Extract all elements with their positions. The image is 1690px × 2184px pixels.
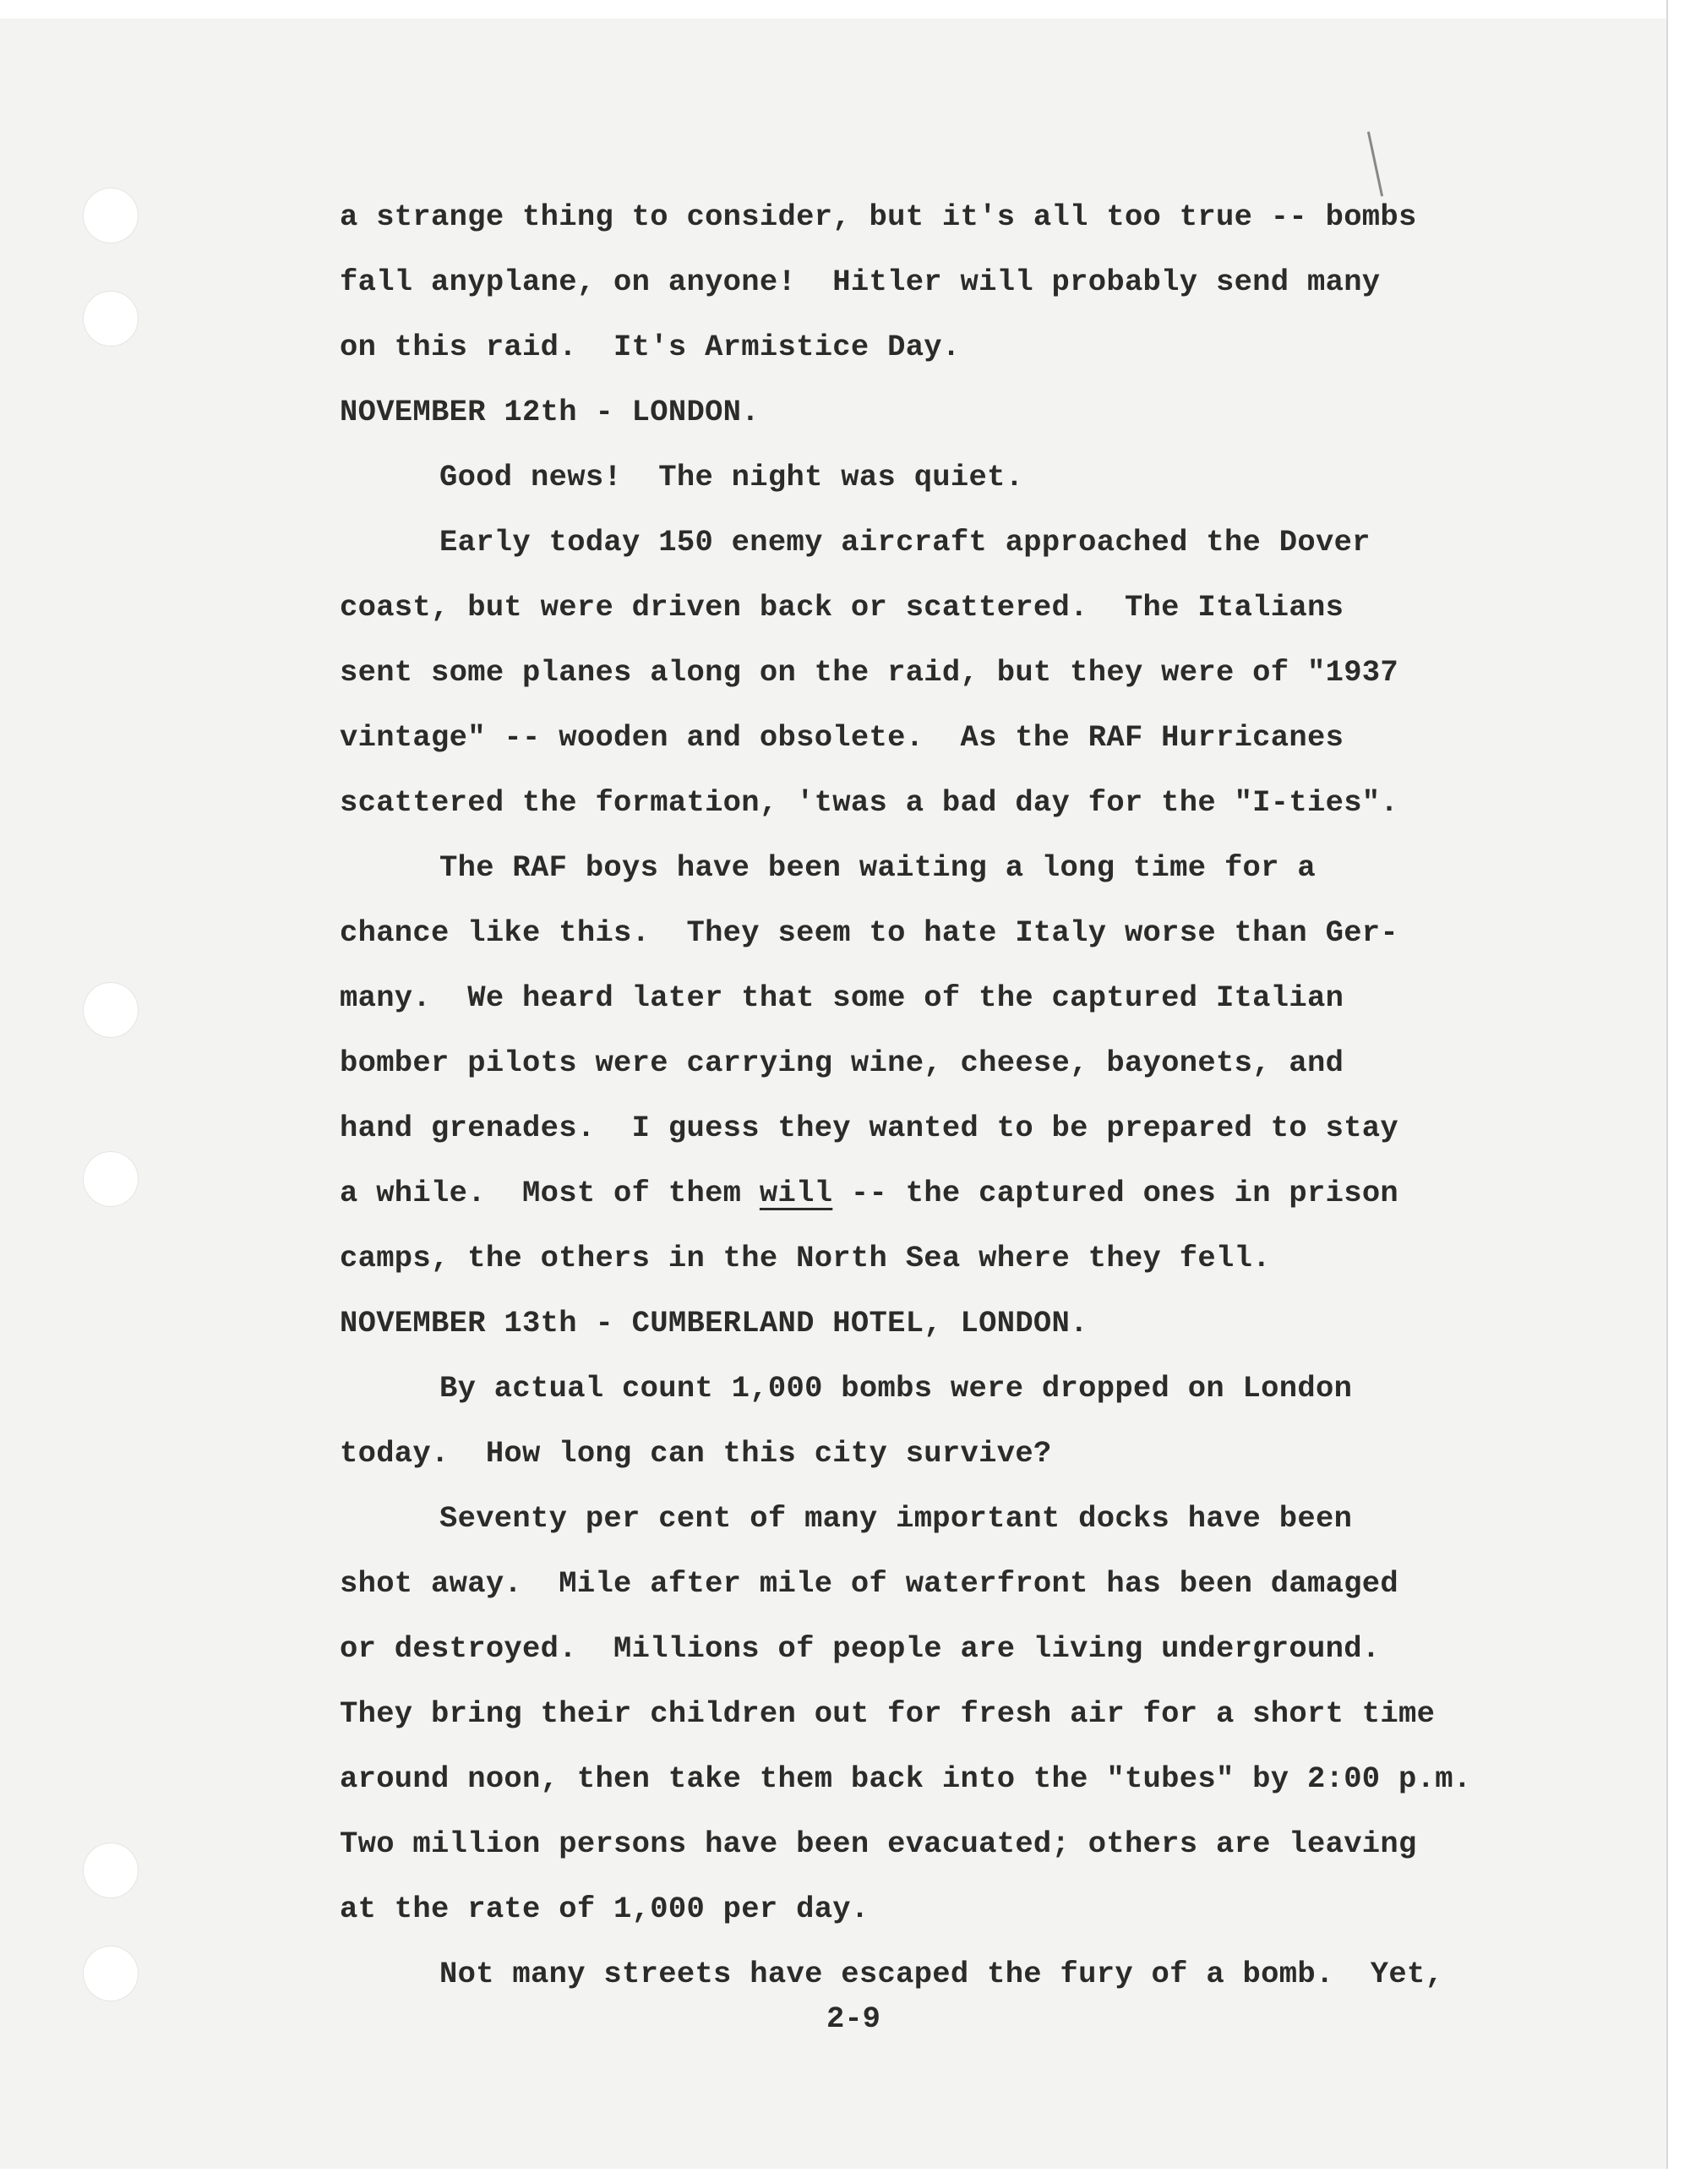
text-segment: a while. Most of them <box>340 1176 760 1210</box>
page-edge-bottom <box>0 2169 1690 2184</box>
page-edge-top <box>0 0 1690 19</box>
text-line: vintage" -- wooden and obsolete. As the RAF Hurricanes <box>340 720 1344 755</box>
text-line: Good news! The night was quiet. <box>439 460 1024 494</box>
text-line: Two million persons have been evacuated; others are leaving <box>340 1826 1417 1861</box>
text-line: hand grenades. I guess they wanted to be prepared to stay <box>340 1111 1399 1145</box>
typed-text-body <box>340 184 1540 2007</box>
text-line: or destroyed. Millions of people are living underground. <box>340 1631 1381 1666</box>
punch-hole <box>83 188 139 243</box>
text-line: sent some planes along on the raid, but they were of "1937 <box>340 655 1399 690</box>
text-line: By actual count 1,000 bombs were dropped on London <box>439 1371 1353 1406</box>
underlined-word: will <box>759 1176 833 1210</box>
text-line: coast, but were driven back or scattered. The Italians <box>340 590 1344 625</box>
section-heading-november-13: NOVEMBER 13th - CUMBERLAND HOTEL, LONDON. <box>340 1306 1088 1340</box>
section-heading-november-12: NOVEMBER 12th - LONDON. <box>340 395 760 429</box>
text-line: around noon, then take them back into the "tubes" by 2:00 p.m. <box>340 1761 1472 1796</box>
text-line: fall anyplane, on anyone! Hitler will probably send many <box>340 265 1381 299</box>
text-line: chance like this. They seem to hate Italy worse than Ger- <box>340 915 1399 950</box>
text-segment: -- the captured ones in prison <box>832 1176 1399 1210</box>
text-line: camps, the others in the North Sea where they fell. <box>340 1241 1271 1275</box>
text-line: on this raid. It's Armistice Day. <box>340 330 961 364</box>
text-line: a strange thing to consider, but it's all too true -- bombs <box>340 199 1417 234</box>
text-line: at the rate of 1,000 per day. <box>340 1892 870 1926</box>
punch-hole <box>83 291 139 347</box>
punch-hole <box>83 1843 139 1898</box>
text-line: scattered the formation, 'twas a bad day for the "I-ties". <box>340 785 1399 820</box>
punch-hole <box>83 982 139 1038</box>
text-line: They bring their children out for fresh air for a short time <box>340 1696 1436 1731</box>
text-line: shot away. Mile after mile of waterfront has been damaged <box>340 1566 1399 1601</box>
text-line: many. We heard later that some of the captured Italian <box>340 980 1344 1015</box>
text-line: The RAF boys have been waiting a long time for a <box>439 850 1316 885</box>
page-number: 2-9 <box>826 2001 880 2036</box>
punch-hole <box>83 1151 139 1207</box>
page-edge-right <box>1666 0 1690 2184</box>
punch-hole <box>83 1946 139 2001</box>
text-line: bomber pilots were carrying wine, cheese, bayonets, and <box>340 1046 1344 1080</box>
text-line: Not many streets have escaped the fury of a bomb. Yet, <box>439 1957 1444 1991</box>
text-line: Early today 150 enemy aircraft approached the Dover <box>439 525 1371 560</box>
text-line: today. How long can this city survive? <box>340 1436 1052 1471</box>
text-line: Seventy per cent of many important docks have been <box>439 1501 1353 1536</box>
text-line-with-underline <box>340 1160 1540 1226</box>
